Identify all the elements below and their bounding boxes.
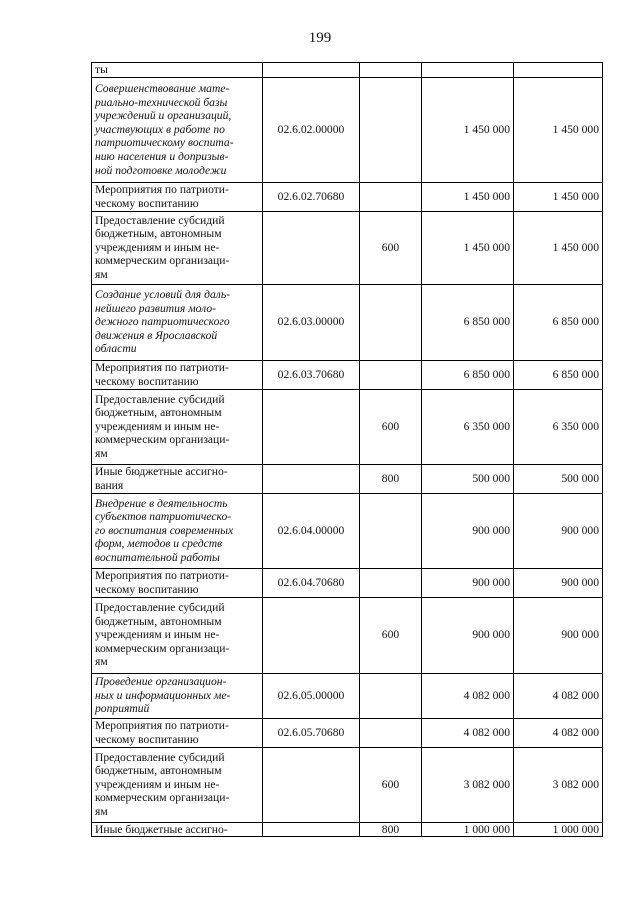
row-name-text: Мероприятия по патриоти- ческому воспитанию	[95, 719, 229, 746]
row-amount-1-cell	[422, 211, 514, 284]
budget-table	[91, 62, 603, 837]
row-amount-1-text: 6 850 000	[463, 315, 510, 329]
row-amount-2-text: 6 850 000	[552, 367, 599, 381]
row-amount-1-cell	[422, 597, 514, 673]
table-row	[92, 718, 603, 747]
row-amount-2-cell	[514, 464, 603, 493]
table-row	[92, 77, 603, 182]
row-expense-type-text: 600	[381, 419, 400, 433]
row-expense-type-cell	[360, 747, 422, 822]
row-code-text: 02.6.03.00000	[277, 315, 345, 329]
row-name-text: Предоставление субсидий бюджетным, автономным учреждениям и иным не- коммерческим организаци- ям	[95, 392, 230, 460]
row-amount-2-cell	[514, 360, 603, 389]
table-row	[92, 464, 603, 493]
row-amount-2-text: 1 450 000	[552, 240, 599, 254]
table-row	[92, 747, 603, 822]
row-name-text: Иные бюджетные ассигно- вания	[95, 465, 228, 492]
table-row	[92, 284, 603, 360]
row-expense-type-cell	[360, 211, 422, 284]
row-name-text: Создание условий для даль- нейшего развития моло- дежного патриотического движения в Ярославской области	[95, 288, 230, 356]
row-name-text: Мероприятия по патриоти- ческому воспитанию	[95, 183, 229, 210]
row-amount-1-text: 900 000	[472, 523, 510, 537]
row-name-text: ты	[95, 63, 108, 76]
row-amount-2-text: 500 000	[561, 471, 599, 485]
row-code-text: 02.6.03.70680	[277, 367, 345, 381]
row-code-cell	[263, 389, 360, 464]
row-code-text: 02.6.05.70680	[277, 725, 345, 739]
row-amount-1-text: 6 350 000	[463, 419, 510, 433]
row-expense-type-text: 800	[381, 471, 400, 485]
row-code-cell	[263, 464, 360, 493]
row-amount-2-cell	[514, 597, 603, 673]
row-name-cell	[92, 211, 263, 284]
row-amount-1-cell	[422, 493, 514, 568]
row-amount-2-cell	[514, 182, 603, 211]
row-name-cell	[92, 673, 263, 718]
table-row	[92, 63, 603, 78]
row-code-text: 02.6.04.00000	[277, 523, 345, 537]
row-name-text: Предоставление субсидий бюджетным, автономным учреждениям и иным не- коммерческим организаци- ям	[95, 750, 230, 818]
row-amount-2-text: 4 082 000	[552, 688, 599, 702]
page-number: 199	[308, 30, 332, 46]
table-row	[92, 568, 603, 597]
row-name-cell	[92, 464, 263, 493]
row-amount-1-cell	[422, 284, 514, 360]
row-amount-1-cell	[422, 673, 514, 718]
row-name-cell	[92, 822, 263, 837]
row-name-cell	[92, 568, 263, 597]
row-amount-2-text: 3 082 000	[552, 777, 599, 791]
row-amount-1-text: 1 450 000	[463, 122, 510, 136]
row-amount-2-cell	[514, 568, 603, 597]
row-amount-2-text: 6 350 000	[552, 419, 599, 433]
row-amount-2-cell	[514, 211, 603, 284]
row-amount-1-cell	[422, 63, 514, 78]
table-row	[92, 822, 603, 837]
row-name-cell	[92, 747, 263, 822]
row-code-text: 02.6.02.70680	[277, 189, 345, 203]
row-amount-2-text: 1 450 000	[552, 189, 599, 203]
row-code-cell	[263, 568, 360, 597]
row-code-text: 02.6.04.70680	[277, 575, 345, 589]
row-expense-type-cell	[360, 822, 422, 837]
row-name-cell	[92, 77, 263, 182]
row-code-cell	[263, 747, 360, 822]
row-amount-2-cell	[514, 493, 603, 568]
row-code-cell	[263, 360, 360, 389]
row-name-text: Проведение организацион- ных и информационных ме- роприятий	[95, 675, 231, 716]
row-expense-type-text: 600	[381, 777, 400, 791]
row-amount-2-text: 1 000 000	[552, 822, 599, 836]
row-amount-2-cell	[514, 822, 603, 837]
row-code-cell	[263, 718, 360, 747]
row-amount-1-cell	[422, 464, 514, 493]
row-name-cell	[92, 182, 263, 211]
row-code-cell	[263, 284, 360, 360]
row-amount-1-cell	[422, 182, 514, 211]
row-amount-1-cell	[422, 77, 514, 182]
row-amount-2-cell	[514, 284, 603, 360]
row-amount-2-text: 900 000	[561, 575, 599, 589]
row-amount-1-text: 3 082 000	[463, 777, 510, 791]
row-name-cell	[92, 360, 263, 389]
table-row	[92, 211, 603, 284]
row-expense-type-cell	[360, 284, 422, 360]
row-amount-1-text: 6 850 000	[463, 367, 510, 381]
row-amount-2-cell	[514, 63, 603, 78]
table-row	[92, 360, 603, 389]
row-expense-type-cell	[360, 718, 422, 747]
row-name-cell	[92, 718, 263, 747]
row-name-cell	[92, 389, 263, 464]
budget-table-body	[92, 63, 603, 837]
row-expense-type-cell	[360, 493, 422, 568]
table-row	[92, 597, 603, 673]
row-expense-type-cell	[360, 389, 422, 464]
row-name-cell	[92, 284, 263, 360]
table-row	[92, 673, 603, 718]
row-expense-type-text: 600	[381, 240, 400, 254]
row-name-cell	[92, 597, 263, 673]
row-amount-1-cell	[422, 718, 514, 747]
row-amount-1-text: 900 000	[472, 628, 510, 642]
row-code-cell	[263, 77, 360, 182]
row-amount-1-text: 4 082 000	[463, 725, 510, 739]
row-expense-type-cell	[360, 568, 422, 597]
row-amount-1-cell	[422, 360, 514, 389]
row-code-text: 02.6.02.00000	[277, 122, 345, 136]
row-expense-type-cell	[360, 360, 422, 389]
row-name-cell	[92, 493, 263, 568]
row-code-cell	[263, 63, 360, 78]
row-amount-1-cell	[422, 568, 514, 597]
row-name-cell	[92, 63, 263, 78]
row-amount-1-text: 1 450 000	[463, 240, 510, 254]
row-expense-type-text: 600	[381, 628, 400, 642]
row-amount-1-cell	[422, 822, 514, 837]
row-amount-2-cell	[514, 389, 603, 464]
row-code-cell	[263, 211, 360, 284]
row-code-text: 02.6.05.00000	[277, 688, 345, 702]
row-name-text: Предоставление субсидий бюджетным, автономным учреждениям и иным не- коммерческим организаци- ям	[95, 601, 230, 669]
row-amount-1-text: 900 000	[472, 575, 510, 589]
row-name-text: Иные бюджетные ассигно-	[95, 822, 228, 836]
row-name-text: Предоставление субсидий бюджетным, автономным учреждениям и иным не- коммерческим организаци- ям	[95, 213, 230, 281]
row-expense-type-cell	[360, 597, 422, 673]
row-amount-1-cell	[422, 747, 514, 822]
row-amount-1-text: 4 082 000	[463, 688, 510, 702]
row-name-text: Мероприятия по патриоти- ческому воспитанию	[95, 361, 229, 388]
table-row	[92, 182, 603, 211]
row-amount-2-cell	[514, 673, 603, 718]
row-amount-2-text: 4 082 000	[552, 725, 599, 739]
row-code-cell	[263, 597, 360, 673]
row-amount-2-text: 1 450 000	[552, 122, 599, 136]
row-code-cell	[263, 822, 360, 837]
row-name-text: Внедрение в деятельность субъектов патриотическо- го воспитания современных форм, методов и средств воспитательной работы	[95, 496, 234, 564]
row-expense-type-cell	[360, 673, 422, 718]
row-amount-2-cell	[514, 77, 603, 182]
row-expense-type-cell	[360, 182, 422, 211]
row-name-text: Совершенствование мате- риально-технической базы учреждений и организаций, участвующих в работе по патриотическому воспита- нию населения и допризыв- ной подготовке молодежи	[95, 82, 234, 177]
row-amount-1-cell	[422, 389, 514, 464]
table-row	[92, 493, 603, 568]
row-code-cell	[263, 182, 360, 211]
row-expense-type-cell	[360, 63, 422, 78]
row-amount-2-text: 6 850 000	[552, 315, 599, 329]
table-row	[92, 389, 603, 464]
row-amount-2-text: 900 000	[561, 523, 599, 537]
row-amount-2-text: 900 000	[561, 628, 599, 642]
row-expense-type-cell	[360, 77, 422, 182]
row-expense-type-text: 800	[381, 822, 400, 836]
row-amount-1-text: 1 000 000	[463, 822, 510, 836]
row-amount-1-text: 500 000	[472, 471, 510, 485]
row-code-cell	[263, 673, 360, 718]
row-name-text: Мероприятия по патриоти- ческому воспитанию	[95, 569, 229, 596]
row-code-cell	[263, 493, 360, 568]
row-amount-2-cell	[514, 718, 603, 747]
row-amount-2-cell	[514, 747, 603, 822]
row-amount-1-text: 1 450 000	[463, 189, 510, 203]
row-expense-type-cell	[360, 464, 422, 493]
